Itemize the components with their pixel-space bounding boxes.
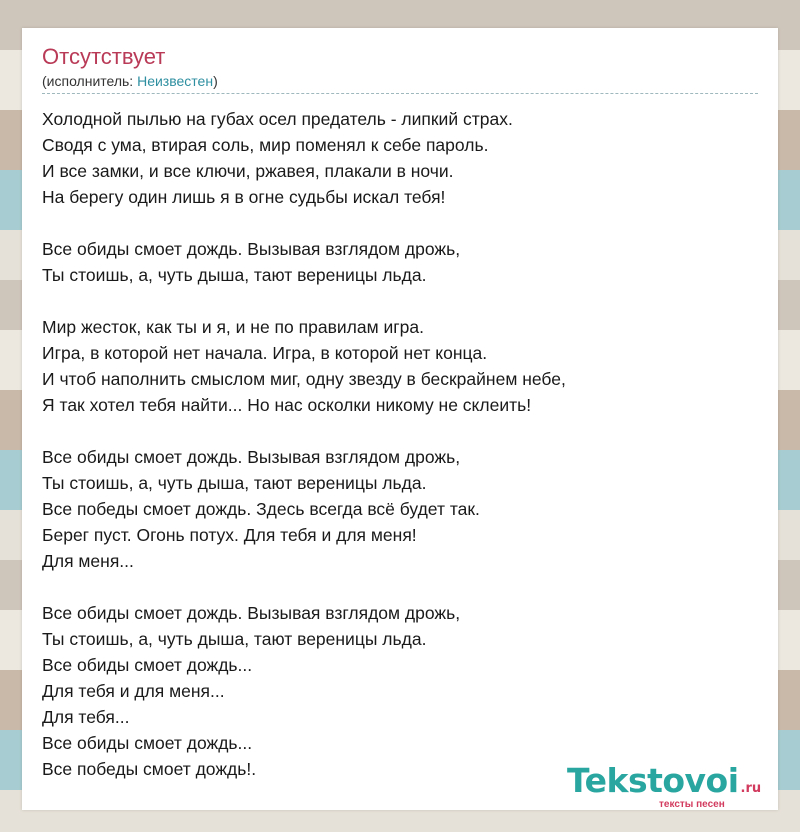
site-logo[interactable] xyxy=(567,761,762,810)
artist-suffix: ) xyxy=(213,73,218,89)
lyric-line: Сводя с ума, втирая соль, мир поменял к себе пароль. xyxy=(42,135,489,155)
lyric-line: Все обиды смоет дождь... xyxy=(42,655,253,675)
lyric-line: Все обиды смоет дождь... xyxy=(42,733,253,753)
artist-prefix: (исполнитель: xyxy=(42,73,138,89)
stanza-4 xyxy=(42,444,758,574)
lyric-line: Ты стоишь, а, чуть дыша, тают вереницы льда. xyxy=(42,473,427,493)
lyric-line: И все замки, и все ключи, ржавея, плакали в ночи. xyxy=(42,161,454,181)
lyric-line: Все обиды смоет дождь. Вызывая взглядом дрожь, xyxy=(42,447,461,467)
lyric-line: Игра, в которой нет начала. Игра, в которой нет конца. xyxy=(42,343,488,363)
lyric-line: Ты стоишь, а, чуть дыша, тают вереницы льда. xyxy=(42,265,427,285)
song-title: Отсутствует xyxy=(42,44,166,69)
title-divider xyxy=(42,93,758,94)
logo-tagline: тексты песен xyxy=(659,799,725,810)
lyric-line: Для тебя и для меня... xyxy=(42,681,225,701)
lyric-line: Все обиды смоет дождь. Вызывая взглядом дрожь, xyxy=(42,603,461,623)
lyric-line: Все обиды смоет дождь. Вызывая взглядом дрожь, xyxy=(42,239,461,259)
lyric-line: На берегу один лишь я в огне судьбы искал тебя! xyxy=(42,187,446,207)
stanza-1 xyxy=(42,106,758,210)
lyrics-text xyxy=(42,106,758,782)
lyric-line: Ты стоишь, а, чуть дыша, тают вереницы льда. xyxy=(42,629,427,649)
lyric-line: Для тебя... xyxy=(42,707,130,727)
logo-wordmark: Tekstovoi xyxy=(567,761,739,800)
lyric-line: Холодной пылью на губах осел предатель - липкий страх. xyxy=(42,109,513,129)
lyrics-card xyxy=(22,28,778,810)
lyric-line: Для меня... xyxy=(42,551,134,571)
stanza-5 xyxy=(42,600,758,782)
lyric-line: Я так хотел тебя найти... Но нас осколки никому не склеить! xyxy=(42,395,532,415)
stanza-2 xyxy=(42,236,758,288)
lyric-line: Все победы смоет дождь. Здесь всегда всё будет так. xyxy=(42,499,480,519)
artist-link[interactable]: Неизвестен xyxy=(137,73,214,89)
logo-tld: .ru xyxy=(740,781,762,796)
artist-line xyxy=(42,73,218,89)
lyric-line: И чтоб наполнить смыслом миг, одну звезду в бескрайнем небе, xyxy=(42,369,566,389)
lyric-line: Все победы смоет дождь!. xyxy=(42,759,257,779)
stanza-3 xyxy=(42,314,758,418)
lyric-line: Берег пуст. Огонь потух. Для тебя и для меня! xyxy=(42,525,417,545)
lyric-line: Мир жесток, как ты и я, и не по правилам игра. xyxy=(42,317,424,337)
